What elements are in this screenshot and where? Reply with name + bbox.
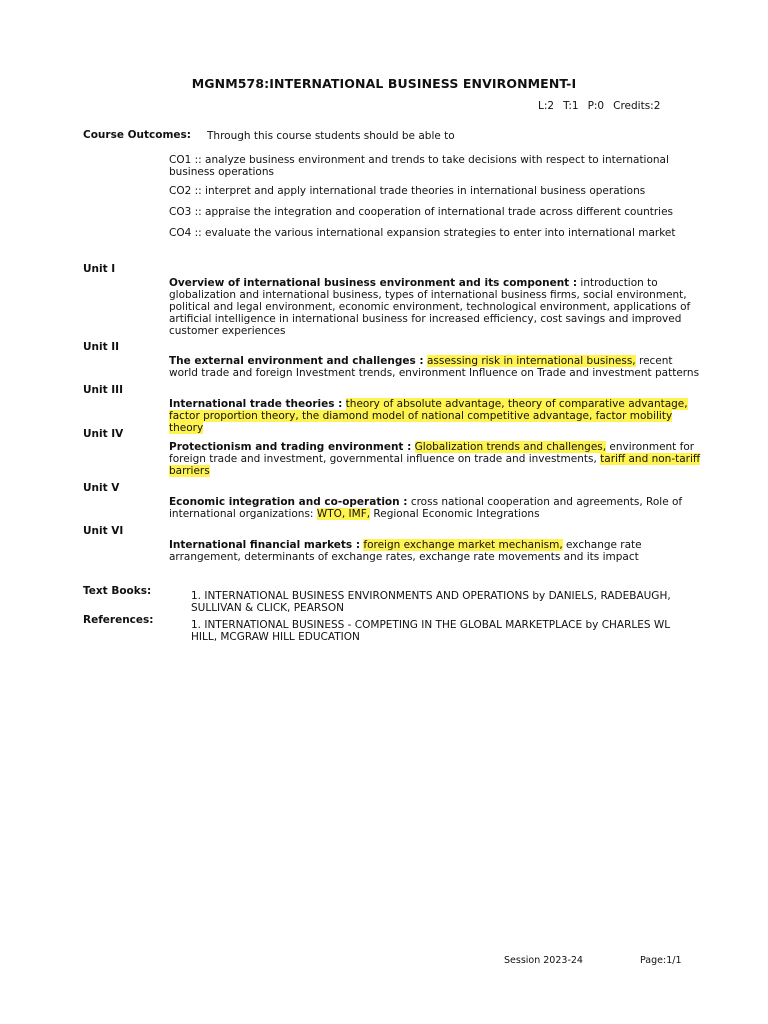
highlighted-text: foreign exchange market mechanism, [363,539,563,551]
reference-item: 1. INTERNATIONAL BUSINESS - COMPETING IN THE GLOBAL MARKETPLACE by CHARLES WL HILL, MCGRAW HILL EDUCATION [191,619,671,643]
unit-3-content [169,398,704,434]
unit-1-label: Unit I [83,263,116,275]
highlighted-text: Globalization trends and challenges, [414,441,607,453]
unit-2-content [169,355,704,379]
unit-3-heading: International trade theories : [169,398,343,410]
course-outcome-2: CO2 :: interpret and apply international trade theories in international business operations [169,185,646,197]
unit-text: cross national cooperation and agreements, Role of international organizations: [169,496,683,520]
course-outcomes-label: Course Outcomes: [83,129,191,141]
highlighted-text: assessing risk in international business, [426,355,636,367]
highlighted-text: theory of absolute advantage, theory of comparative advantage, factor proportion theory, the diamond model of national competitive advantage, factor mobility theory [169,398,688,434]
session-info: Session 2023-24 [504,955,583,966]
page-number: Page:1/1 [640,955,682,966]
textbook-item: 1. INTERNATIONAL BUSINESS ENVIRONMENTS AND OPERATIONS by DANIELS, RADEBAUGH, SULLIVAN & CLICK, PEARSON [191,590,671,614]
unit-4-heading: Protectionism and trading environment : [169,441,412,453]
practical-hours: P:0 [587,100,605,112]
unit-6-label: Unit VI [83,525,124,537]
unit-1-heading: Overview of international business environment and its component : [169,277,578,289]
unit-text: recent world trade and foreign Investment trends, environment Influence on Trade and investment patterns [169,355,700,379]
unit-5-content [169,496,704,520]
references-label: References: [83,614,154,626]
highlighted-text: tariff and non-tariff barriers [169,453,701,477]
textbooks-label: Text Books: [83,585,152,597]
unit-text: introduction to globalization and international business, types of international business firms, social environment, political and legal environment, economic environment, technological environment, applications of artificial intelligence in international business for increased efficiency, cost savings and improved customer experiences [169,277,691,337]
unit-2-heading: The external environment and challenges : [169,355,424,367]
unit-text: exchange rate arrangement, determinants of exchange rates, exchange rate movements and its impact [169,539,642,563]
highlighted-text: WTO, IMF, [316,508,371,520]
unit-4-label: Unit IV [83,428,124,440]
lecture-hours: L:2 [538,100,555,112]
unit-5-label: Unit V [83,482,120,494]
unit-6-heading: International financial markets : [169,539,361,551]
credit-structure [538,100,669,112]
unit-5-heading: Economic integration and co-operation : [169,496,408,508]
unit-text: Regional Economic Integrations [370,508,540,520]
unit-text: environment for foreign trade and investment, governmental influence on trade and investments, [169,441,695,465]
unit-1-content [169,277,704,337]
course-outcome-3: CO3 :: appraise the integration and cooperation of international trade across different countries [169,206,674,218]
unit-4-content [169,441,704,477]
unit-3-label: Unit III [83,384,123,396]
course-title: MGNM578:INTERNATIONAL BUSINESS ENVIRONMENT-I [191,76,577,91]
course-outcome-4: CO4 :: evaluate the various international expansion strategies to enter into international market [169,227,676,239]
unit-2-label: Unit II [83,341,120,353]
credits: Credits:2 [613,100,661,112]
unit-6-content [169,539,704,563]
tutorial-hours: T:1 [563,100,579,112]
course-outcomes-intro: Through this course students should be able to [207,130,455,142]
course-outcome-1: CO1 :: analyze business environment and trends to take decisions with respect to international business operations [169,154,669,178]
